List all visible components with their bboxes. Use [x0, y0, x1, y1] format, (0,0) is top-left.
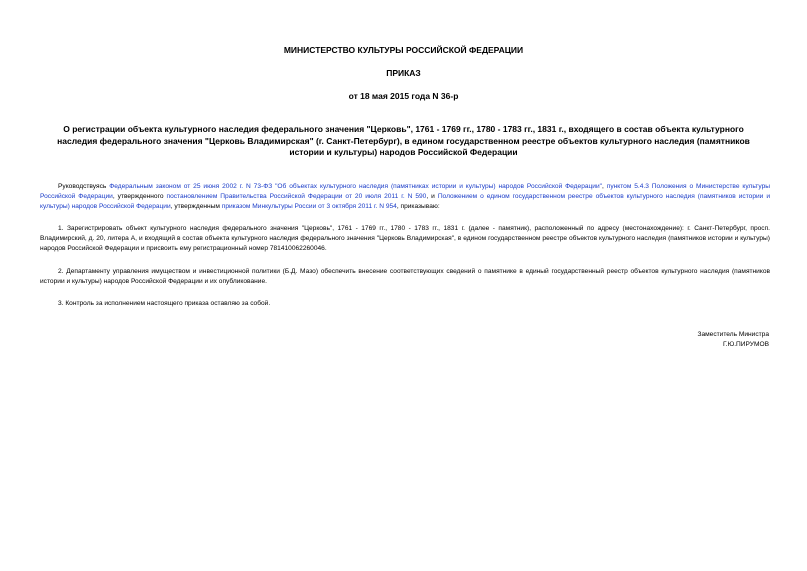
order-item-2: 2. Департаменту управления имуществом и инвестиционной политики (Б.Д. Мазо) обеспечить внесение соответствующих сведений о памятнике в единый государственный реестр объектов культурного наследия (памятников истории и культуры) народов Российской Федерации и их опубликование.	[40, 268, 770, 285]
preamble-text: , утвержденным	[170, 203, 222, 210]
order-item-3: 3. Контроль за исполнением настоящего приказа оставляю за собой.	[58, 300, 271, 307]
document-title: О регистрации объекта культурного наследия федерального значения "Церковь", 1761 - 1769 гг., 1780 - 1783 гг., 1831 г., входящего в состав объекта культурного наследия федерального значения "Церковь Владимирская" (г. Санкт-Петербург), в едином государственном реестре объектов культурного наследия (памятников истории и культуры) народов Российской Федерации	[57, 124, 750, 157]
signatory-name: Г.Ю.ПИРУМОВ	[722, 341, 769, 348]
preamble-text: , и	[426, 193, 438, 200]
signatory-position: Заместитель Министра	[697, 331, 769, 338]
preamble-text: Руководствуясь	[58, 183, 110, 190]
preamble-text: , утвержденного	[112, 193, 167, 200]
document-date-number: от 18 мая 2015 года N 36-р	[348, 91, 459, 101]
ministry-regulation-link[interactable]: пунктом 5.4.3 Положения о Министерстве культуры Российской Федерации	[40, 183, 770, 200]
registry-regulation-link[interactable]: Положением о едином государственном реестре объектов культурного наследия (памятников истории и культуры) народов Российской Федерации	[40, 193, 771, 210]
ministry-heading: МИНИСТЕРСТВО КУЛЬТУРЫ РОССИЙСКОЙ ФЕДЕРАЦИИ	[283, 45, 524, 55]
ministry-order-link[interactable]: приказом Минкультуры России от 3 октября 2011 г. N 954	[221, 203, 397, 210]
preamble-text: ,	[602, 183, 607, 190]
order-item-1: 1. Зарегистрировать объект культурного наследия федерального значения "Церковь", 1761 - 1769 гг., 1780 - 1783 гг., 1831 г. (далее - памятник), расположенный по адресу (местонахождение): г. Санкт-Петербург, просп. Владимирский, д. 20, литера А, и входящий в состав объекта культурного наследия федерального значения "Церковь Владимирская", в едином государственном реестре объектов культурного наследия (памятников истории и культуры) народов Российской Федерации и присвоить ему регистрационный номер 781410062260046.	[40, 225, 770, 252]
preamble-text: , приказываю:	[396, 203, 440, 210]
government-decree-link[interactable]: постановлением Правительства Российской Федерации от 20 июля 2011 г. N 590	[166, 193, 427, 200]
preamble-paragraph	[40, 182, 770, 212]
document-type: ПРИКАЗ	[386, 68, 421, 78]
federal-law-link[interactable]: Федеральным законом от 25 июня 2002 г. N 73-ФЗ "Об объектах культурного наследия (памятниках истории и культуры) народов Российской Федерации"	[109, 183, 603, 190]
